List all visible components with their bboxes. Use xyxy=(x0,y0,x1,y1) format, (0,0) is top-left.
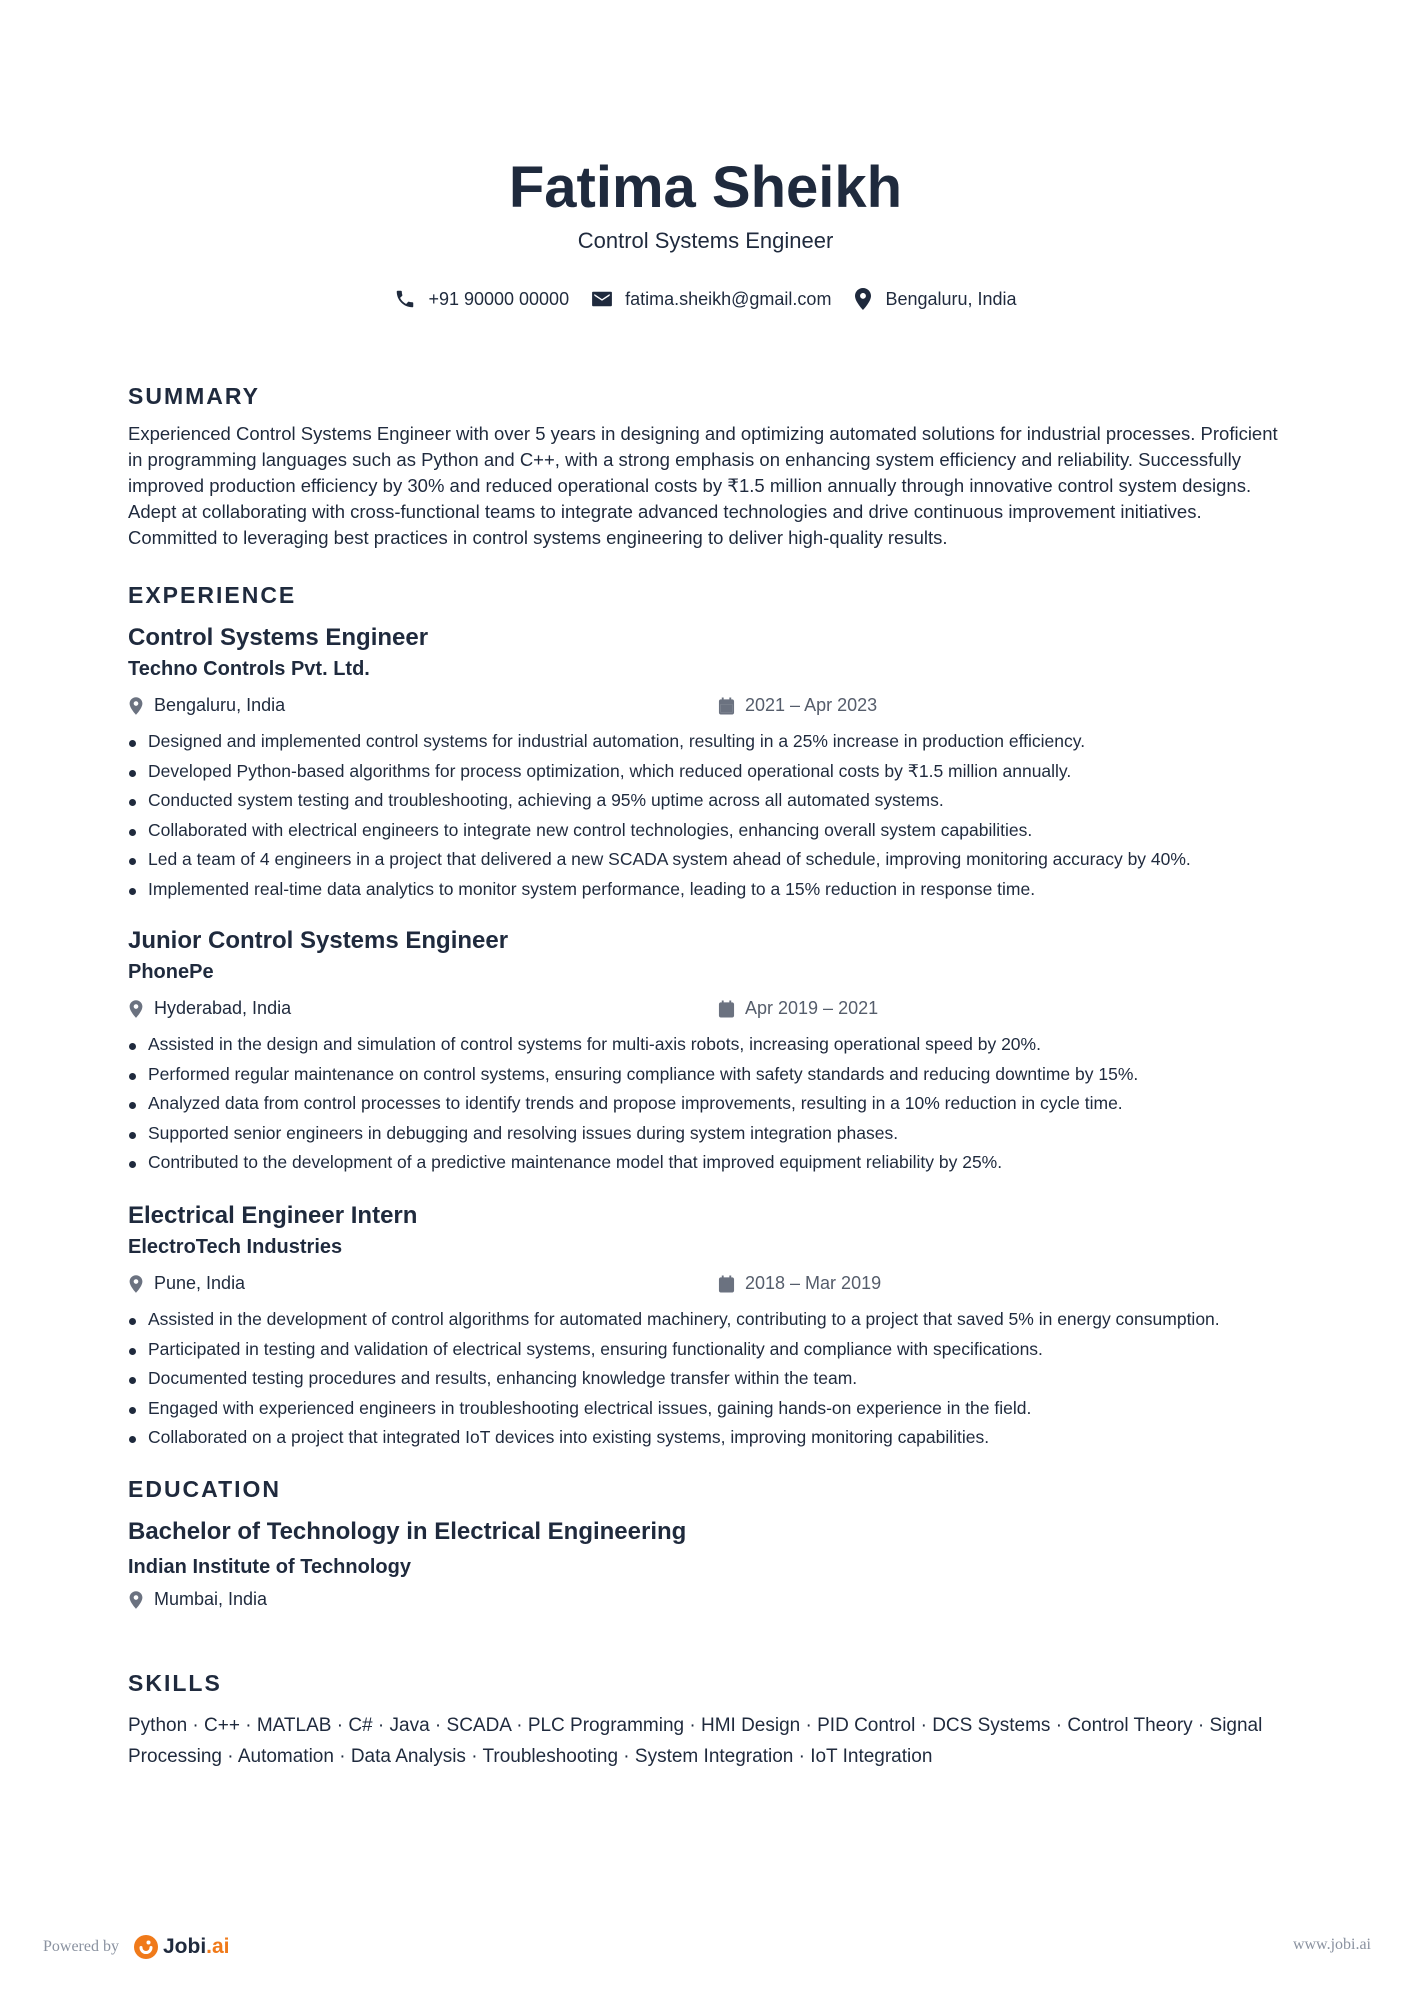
job-dates-text: Apr 2019 – 2021 xyxy=(745,998,879,1018)
skills-text: Python · C++ · MATLAB · C# · Java · SCADA · PLC Programming · HMI Design · PID Control · DCS Systems · Control Theory · Signal Processing · Automation · Data Analysis · Troubleshooting · System Integration · IoT Integration xyxy=(128,1715,1263,1767)
job-dates xyxy=(718,998,878,1019)
phone-text: +91 90000 00000 xyxy=(428,288,570,309)
bullet-item: Developed Python-based algorithms for process optimization, which reduced operational costs by ₹1.5 million annually. xyxy=(128,757,1288,787)
location-pin-icon xyxy=(128,1274,144,1294)
job-entry xyxy=(128,622,1288,904)
job-dates xyxy=(718,1273,881,1294)
job-company: PhonePe xyxy=(128,961,214,983)
jobi-logo-icon xyxy=(133,1934,159,1960)
job-entry xyxy=(128,1200,1288,1453)
brand-logo[interactable] xyxy=(133,1934,230,1960)
bullet-item: Supported senior engineers in debugging and resolving issues during system integration phases. xyxy=(128,1119,1288,1149)
calendar-icon xyxy=(718,697,735,715)
contact-location xyxy=(853,287,1016,311)
job-location xyxy=(128,1273,245,1294)
job-dates-text: 2018 – Mar 2019 xyxy=(745,1273,882,1293)
contact-phone[interactable] xyxy=(394,288,569,310)
job-title: Junior Control Systems Engineer xyxy=(128,927,509,954)
skills-heading: SKILLS xyxy=(128,1670,222,1696)
contact-bar xyxy=(0,287,1411,311)
candidate-role: Control Systems Engineer xyxy=(577,228,834,253)
location-pin-icon xyxy=(128,999,144,1019)
bullet-item: Designed and implemented control systems for industrial automation, resulting in a 25% increase in production efficiency. xyxy=(128,727,1288,757)
bullet-item: Assisted in the design and simulation of control systems for multi-axis robots, increasing operational speed by 20%. xyxy=(128,1030,1288,1060)
job-location-text: Bengaluru, India xyxy=(154,695,286,715)
job-company: ElectroTech Industries xyxy=(128,1236,343,1258)
education-location-text: Mumbai, India xyxy=(154,1589,268,1609)
job-dates-text: 2021 – Apr 2023 xyxy=(745,695,878,715)
location-pin-icon xyxy=(128,696,144,716)
summary-text: Experienced Control Systems Engineer with over 5 years in designing and optimizing automated solutions for industrial processes. Proficient in programming languages such as Python and C++, with a strong emphasis on enhancing system efficiency and reliability. Successfully improved production efficiency by 30% and reduced operational costs by ₹1.5 million annually through innovative control system designs. Adept at collaborating with cross-functional teams to integrate advanced technologies and drive continuous improvement initiatives. Committed to leveraging best practices in control systems engineering to deliver high-quality results. xyxy=(128,423,1278,548)
contact-email[interactable] xyxy=(591,289,831,310)
education-location xyxy=(128,1589,1288,1610)
brand-main: Jobi xyxy=(162,1935,207,1958)
bullet-item: Collaborated with electrical engineers to integrate new control technologies, enhancing overall system capabilities. xyxy=(128,816,1288,846)
candidate-name: Fatima Sheikh xyxy=(508,155,903,220)
summary-heading: SUMMARY xyxy=(128,383,260,409)
bullet-item: Participated in testing and validation of electrical systems, ensuring functionality and compliance with specifications. xyxy=(128,1335,1288,1365)
powered-by-label: Powered by xyxy=(43,1938,119,1955)
job-bullets xyxy=(128,1030,1288,1178)
bullet-item: Conducted system testing and troubleshooting, achieving a 95% uptime across all automated systems. xyxy=(128,786,1288,816)
email-text: fatima.sheikh@gmail.com xyxy=(625,288,832,309)
job-location xyxy=(128,998,291,1019)
bullet-item: Documented testing procedures and results, enhancing knowledge transfer within the team. xyxy=(128,1364,1288,1394)
job-entry xyxy=(128,925,1288,1178)
brand-suffix: .ai xyxy=(206,1935,230,1958)
footer-powered xyxy=(43,1934,230,1960)
education-entry xyxy=(128,1516,1288,1610)
job-location xyxy=(128,695,285,716)
school: Indian Institute of Technology xyxy=(128,1556,411,1578)
job-meta xyxy=(128,695,1288,721)
job-meta xyxy=(128,998,1288,1024)
bullet-item: Engaged with experienced engineers in troubleshooting electrical issues, gaining hands-on experience in the field. xyxy=(128,1394,1288,1424)
job-title: Electrical Engineer Intern xyxy=(128,1202,418,1229)
bullet-item: Contributed to the development of a predictive maintenance model that improved equipment reliability by 25%. xyxy=(128,1148,1288,1178)
experience-heading: EXPERIENCE xyxy=(128,582,297,608)
phone-icon xyxy=(394,288,416,310)
location-text: Bengaluru, India xyxy=(885,288,1017,309)
job-company: Techno Controls Pvt. Ltd. xyxy=(128,658,370,680)
calendar-icon xyxy=(718,1275,735,1293)
bullet-item: Analyzed data from control processes to identify trends and propose improvements, resulting in a 10% reduction in cycle time. xyxy=(128,1089,1288,1119)
bullet-item: Led a team of 4 engineers in a project that delivered a new SCADA system ahead of schedule, improving monitoring accuracy by 40%. xyxy=(128,845,1288,875)
job-dates xyxy=(718,695,877,716)
footer-url[interactable]: www.jobi.ai xyxy=(1292,1936,1371,1953)
degree: Bachelor of Technology in Electrical Engineering xyxy=(128,1518,687,1545)
bullet-item: Assisted in the development of control algorithms for automated machinery, contributing to a project that saved 5% in energy consumption. xyxy=(128,1305,1288,1335)
education-heading: EDUCATION xyxy=(128,1476,282,1502)
bullet-item: Collaborated on a project that integrated IoT devices into existing systems, improving monitoring capabilities. xyxy=(128,1423,1288,1453)
email-icon xyxy=(591,290,613,308)
bullet-item: Performed regular maintenance on control systems, ensuring compliance with safety standards and reducing downtime by 15%. xyxy=(128,1060,1288,1090)
job-location-text: Pune, India xyxy=(154,1273,246,1293)
location-pin-icon xyxy=(128,1590,144,1610)
job-title: Control Systems Engineer xyxy=(128,624,429,651)
location-pin-icon xyxy=(853,287,873,311)
job-meta xyxy=(128,1273,1288,1299)
bullet-item: Implemented real-time data analytics to monitor system performance, leading to a 15% reduction in response time. xyxy=(128,875,1288,905)
job-bullets xyxy=(128,1305,1288,1453)
job-location-text: Hyderabad, India xyxy=(154,998,292,1018)
job-bullets xyxy=(128,727,1288,904)
calendar-icon xyxy=(718,1000,735,1018)
